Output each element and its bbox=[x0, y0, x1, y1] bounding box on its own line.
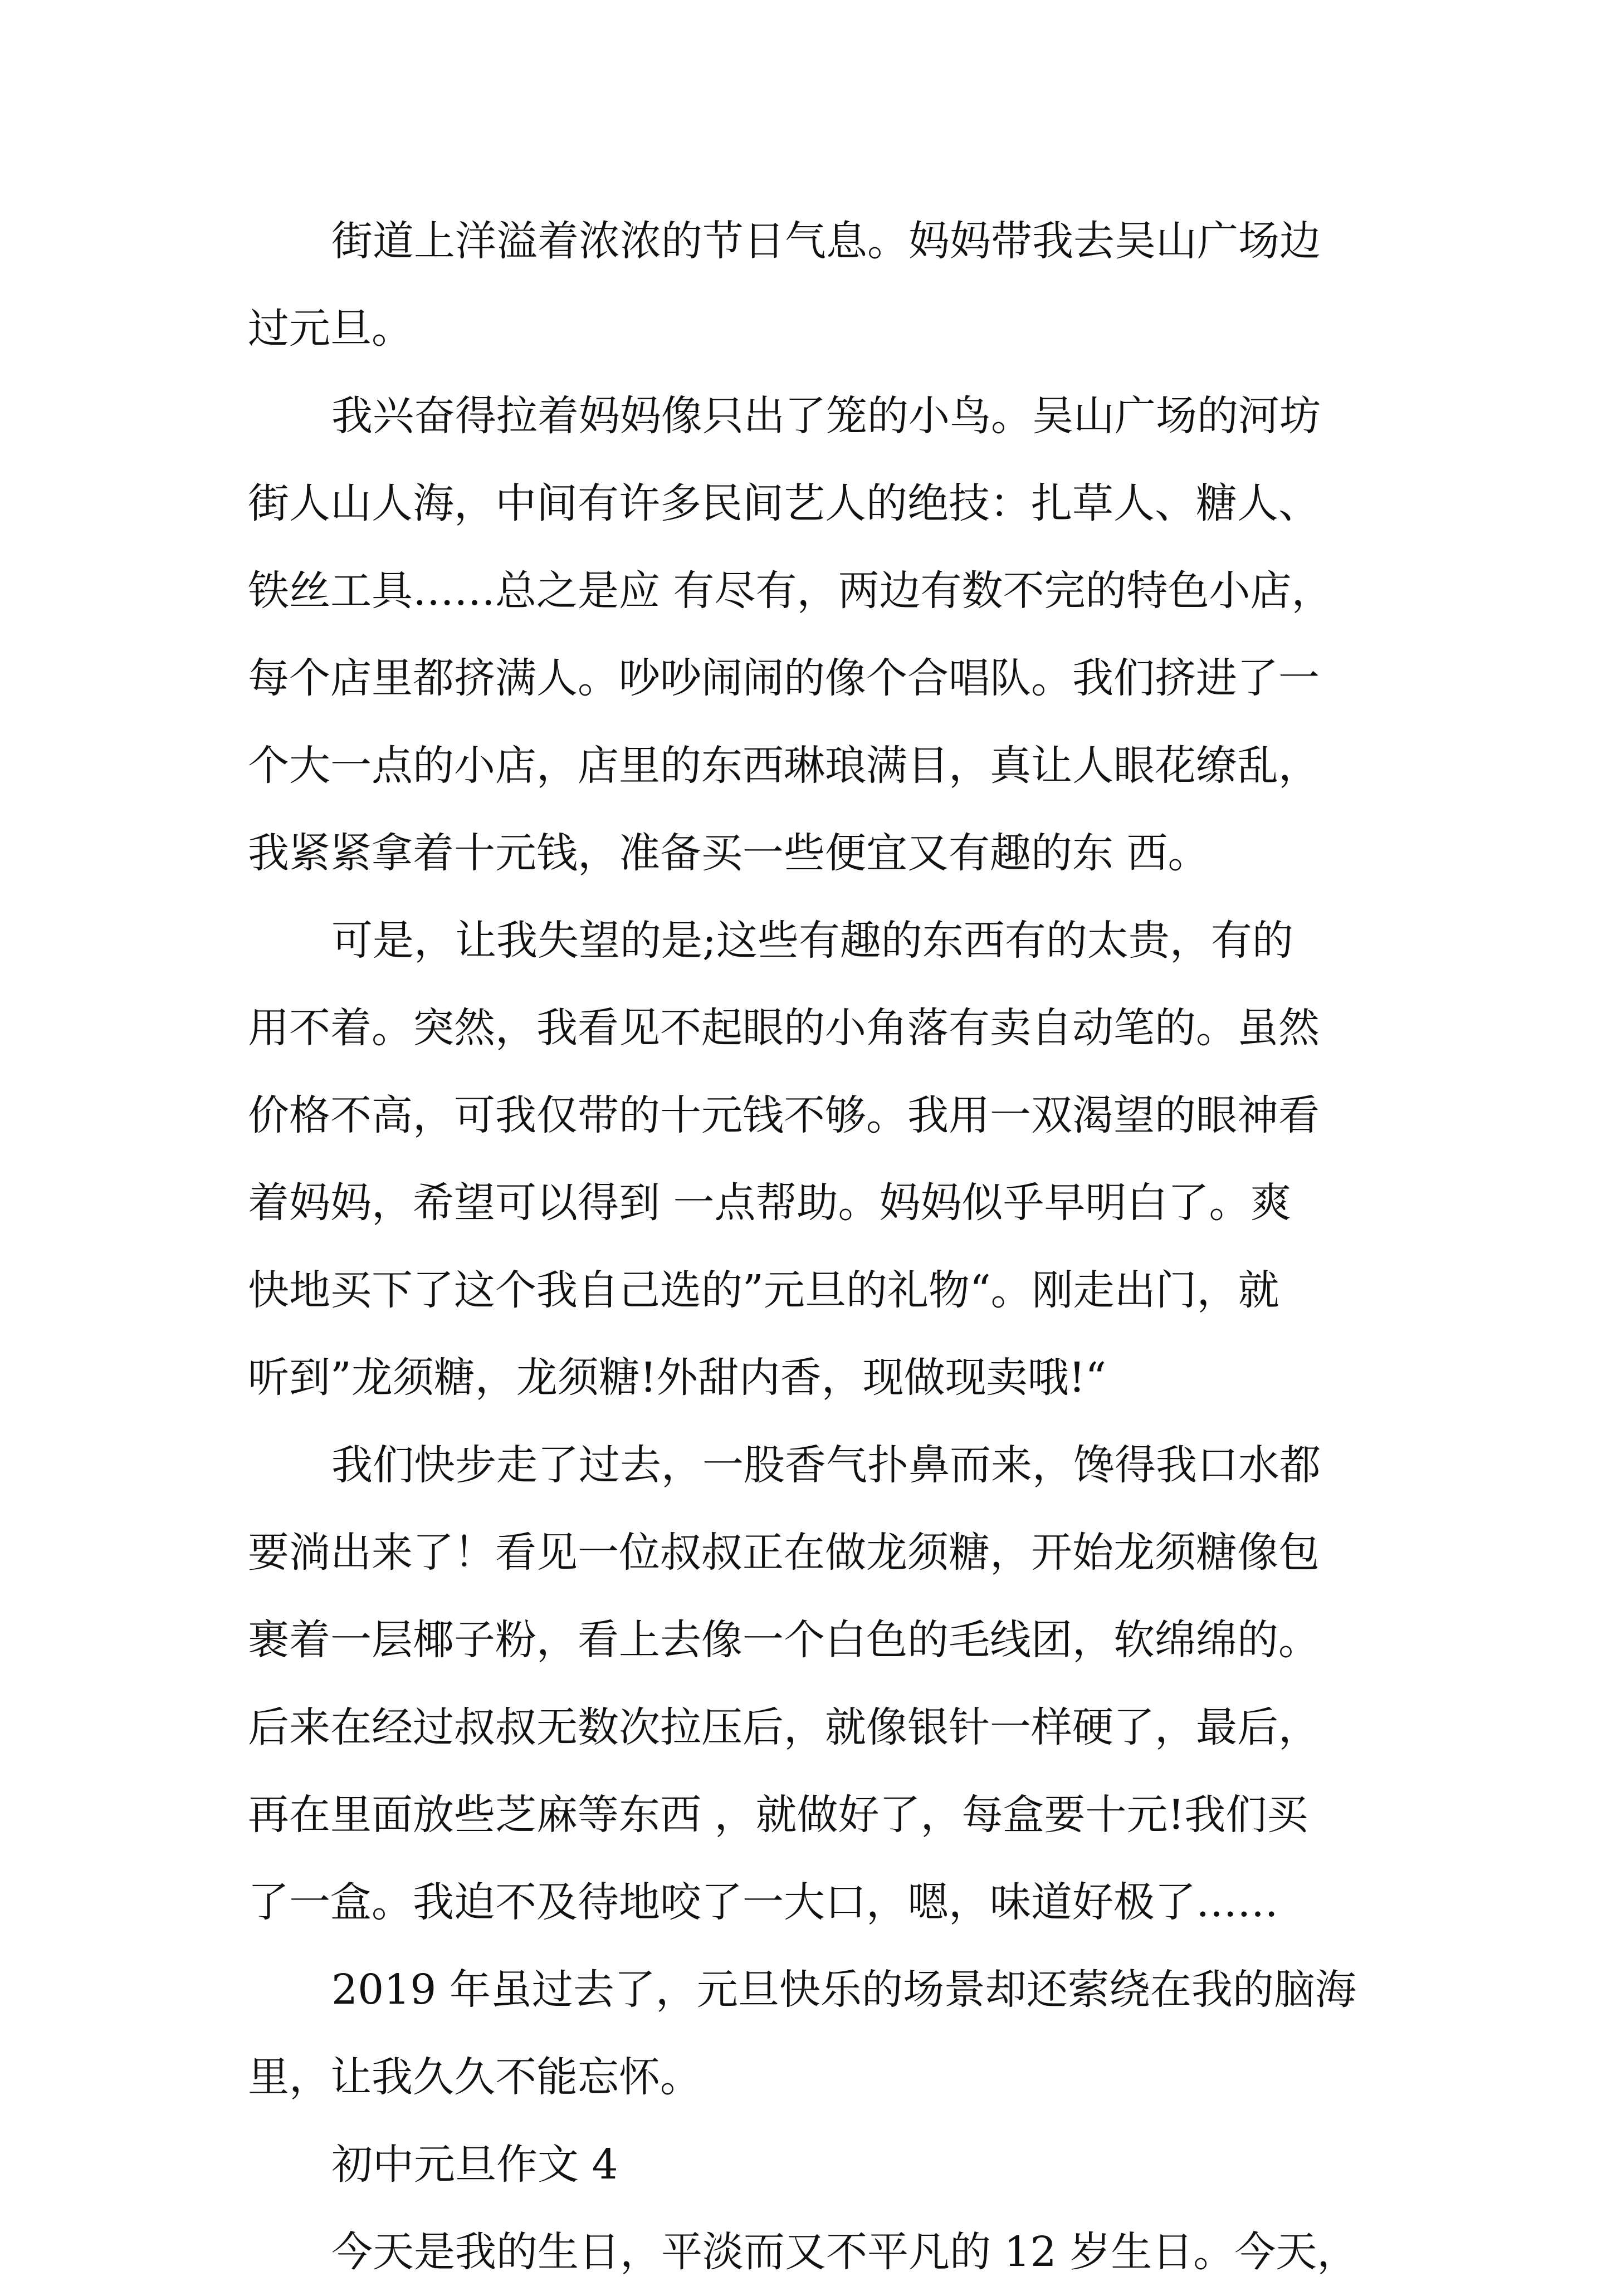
text-line: 裹着一层椰子粉，看上去像一个白色的毛线团，软绵绵的。 bbox=[248, 1616, 1320, 1664]
paragraph-3 bbox=[248, 897, 1373, 1422]
text-line: 我们快步走了过去，一股香气扑鼻而来，馋得我口水都 bbox=[331, 1441, 1321, 1489]
text-line: 后来在经过叔叔无数次拉压后，就像银针一样硬了，最后， bbox=[248, 1703, 1320, 1751]
text-line: 着妈妈，希望可以得到 一点帮助。妈妈似乎早明白了。爽 bbox=[248, 1179, 1292, 1227]
text-line: 个大一点的小店，店里的东西琳琅满目，真让人眼花缭乱， bbox=[248, 742, 1320, 790]
text-line: 价格不高，可我仅带的十元钱不够。我用一双渴望的眼神看 bbox=[248, 1091, 1320, 1139]
text-line: 我紧紧拿着十元钱，准备买一些便宜又有趣的东 西。 bbox=[248, 829, 1209, 877]
text-line: 过元旦。 bbox=[248, 305, 413, 353]
text-line: 每个店里都挤满人。吵吵闹闹的像个合唱队。我们挤进了一 bbox=[248, 654, 1320, 702]
paragraph-5 bbox=[248, 1946, 1373, 2121]
text-line: 里，让我久久不能忘怀。 bbox=[248, 2053, 701, 2101]
paragraph-1 bbox=[248, 198, 1373, 373]
text-line: 街人山人海，中间有许多民间艺人的绝技：扎草人、糖人、 bbox=[248, 479, 1320, 527]
text-line: 街道上洋溢着浓浓的节日气息。妈妈带我去吴山广场边 bbox=[331, 217, 1321, 265]
text-line: 听到”龙须糖，龙须糖!外甜内香，现做现卖哦!“ bbox=[248, 1354, 1107, 1402]
document-body bbox=[248, 198, 1373, 2296]
paragraph-6 bbox=[248, 2209, 1373, 2296]
heading-text: 初中元旦作文 4 bbox=[331, 2141, 618, 2189]
paragraph-2 bbox=[248, 373, 1373, 897]
text-line: 快地买下了这个我自己选的”元旦的礼物“。刚走出门，就 bbox=[248, 1266, 1279, 1314]
section-heading bbox=[248, 2121, 1373, 2209]
text-line: 铁丝工具……总之是应 有尽有，两边有数不完的特色小店， bbox=[248, 567, 1333, 615]
text-line: 今天是我的生日，平淡而又不平凡的 12 岁生日。今天， bbox=[331, 2228, 1359, 2276]
text-line: 用不着。突然，我看见不起眼的小角落有卖自动笔的。虽然 bbox=[248, 1004, 1320, 1052]
paragraph-4 bbox=[248, 1422, 1373, 1946]
text-line: 要淌出来了！看见一位叔叔正在做龙须糖，开始龙须糖像包 bbox=[248, 1529, 1320, 1577]
text-line: 了一盒。我迫不及待地咬了一大口，嗯，味道好极了…… bbox=[248, 1878, 1278, 1926]
text-line: 再在里面放些芝麻等东西 ，就做好了，每盒要十元!我们买 bbox=[248, 1791, 1308, 1839]
text-line: 2019 年虽过去了，元旦快乐的场景却还萦绕在我的脑海 bbox=[331, 1966, 1356, 2014]
text-line: 我兴奋得拉着妈妈像只出了笼的小鸟。吴山广场的河坊 bbox=[331, 392, 1321, 440]
text-line: 可是，让我失望的是;这些有趣的东西有的太贵，有的 bbox=[331, 917, 1293, 965]
